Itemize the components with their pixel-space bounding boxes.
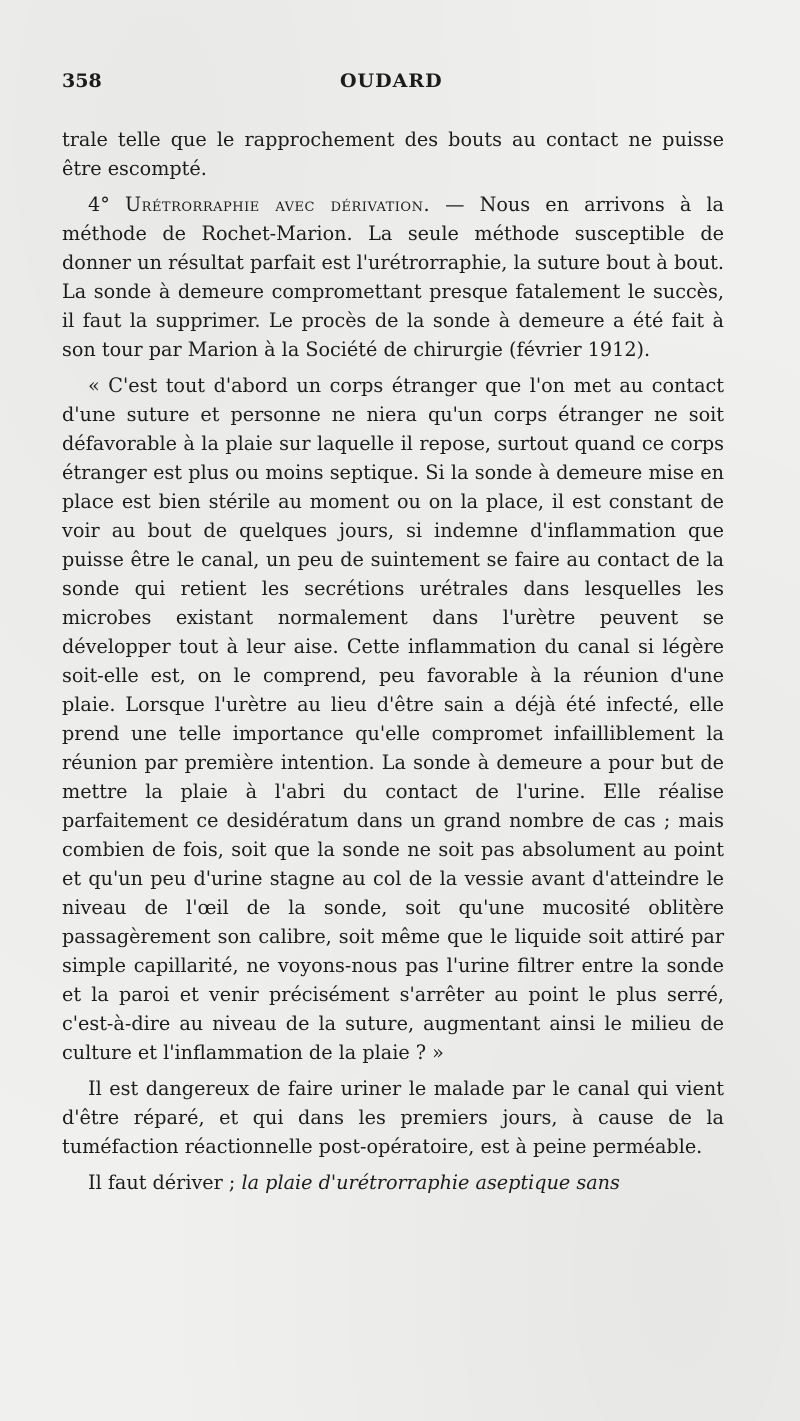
page-header (62, 70, 738, 100)
running-head: OUDARD (340, 70, 443, 92)
paragraph-text: trale telle que le rapprochement des bouts au contact ne puisse être escompté. (62, 128, 724, 180)
paragraph-text: « C'est tout d'abord un corps étranger que l'on met au contact d'une suture et personne ne niera qu'un corps étranger ne soit défavorable à la plaie sur laquelle il repose, surtout quand ce corps étranger est plus ou moins septique. Si la sonde à demeure mise en place est bien stérile au moment ou on la place, il est constant de voir au bout de quelques jours, si indemne d'inflammation que puisse être le canal, un peu de suintement se faire au contact de la sonde qui retient les secrétions urétrales dans lesquelles les microbes existant normalement dans l'urètre peuvent se développer tout à leur aise. Cette inflammation du canal si légère soit-elle est, on le comprend, peu favorable à la réunion d'une plaie. Lorsque l'urètre au lieu d'être sain a déjà été infecté, elle prend une telle importance qu'elle compromet infailliblement la réunion par première intention. La sonde à demeure a pour but de mettre la plaie à l'abri du contact de l'urine. Elle réalise parfaitement ce desidératum dans un grand nombre de cas ; mais combien de fois, soit que la sonde ne soit pas absolument au point et qu'un peu d'urine stagne au col de la vessie avant d'atteindre le niveau de l'œil de la sonde, soit qu'une mucosité oblitère passagèrement son calibre, soit même que le liquide soit attiré par simple capillarité, ne voyons-nous pas l'urine filtrer entre la sonde et la paroi et venir précisément s'arrêter au point le plus serré, c'est-à-dire au niveau de la suture, augmentant ainsi le milieu de culture et l'inflammation de la plaie ? » (62, 374, 724, 1064)
paragraph-text: Il est dangereux de faire uriner le malade par le canal qui vient d'être réparé, et qui dans les premiers jours, à cause de la tuméfaction réactionnelle post-opératoire, est à peine perméable. (62, 1077, 724, 1158)
paragraph-italic-text: la plaie d'urétrorraphie aseptique sans (241, 1171, 620, 1194)
paragraph-section-4 (62, 190, 724, 364)
paragraph-continuation (62, 125, 724, 183)
paragraph-text: Nous en arrivons à la méthode de Rochet-Marion. La seule méthode susceptible de donner un résultat parfait est l'urétrorraphie, la suture bout à bout. La sonde à demeure compromettant presque fatalement le succès, il faut la supprimer. Le procès de la sonde à demeure a été fait à son tour par Marion à la Société de chirurgie (février 1912). (62, 193, 725, 361)
section-heading: Urétrorraphie avec dérivation. (124, 193, 431, 216)
paragraph-text: Il faut dériver ; (88, 1171, 242, 1194)
paragraph-danger (62, 1074, 724, 1161)
paragraph-quotation (62, 371, 724, 1067)
section-number: 4° (88, 193, 110, 216)
paragraph-derive (62, 1168, 724, 1197)
page-number: 358 (62, 70, 102, 92)
section-dash: — (430, 193, 480, 216)
bottom-margin (0, 1330, 800, 1421)
body-text (62, 125, 724, 1204)
